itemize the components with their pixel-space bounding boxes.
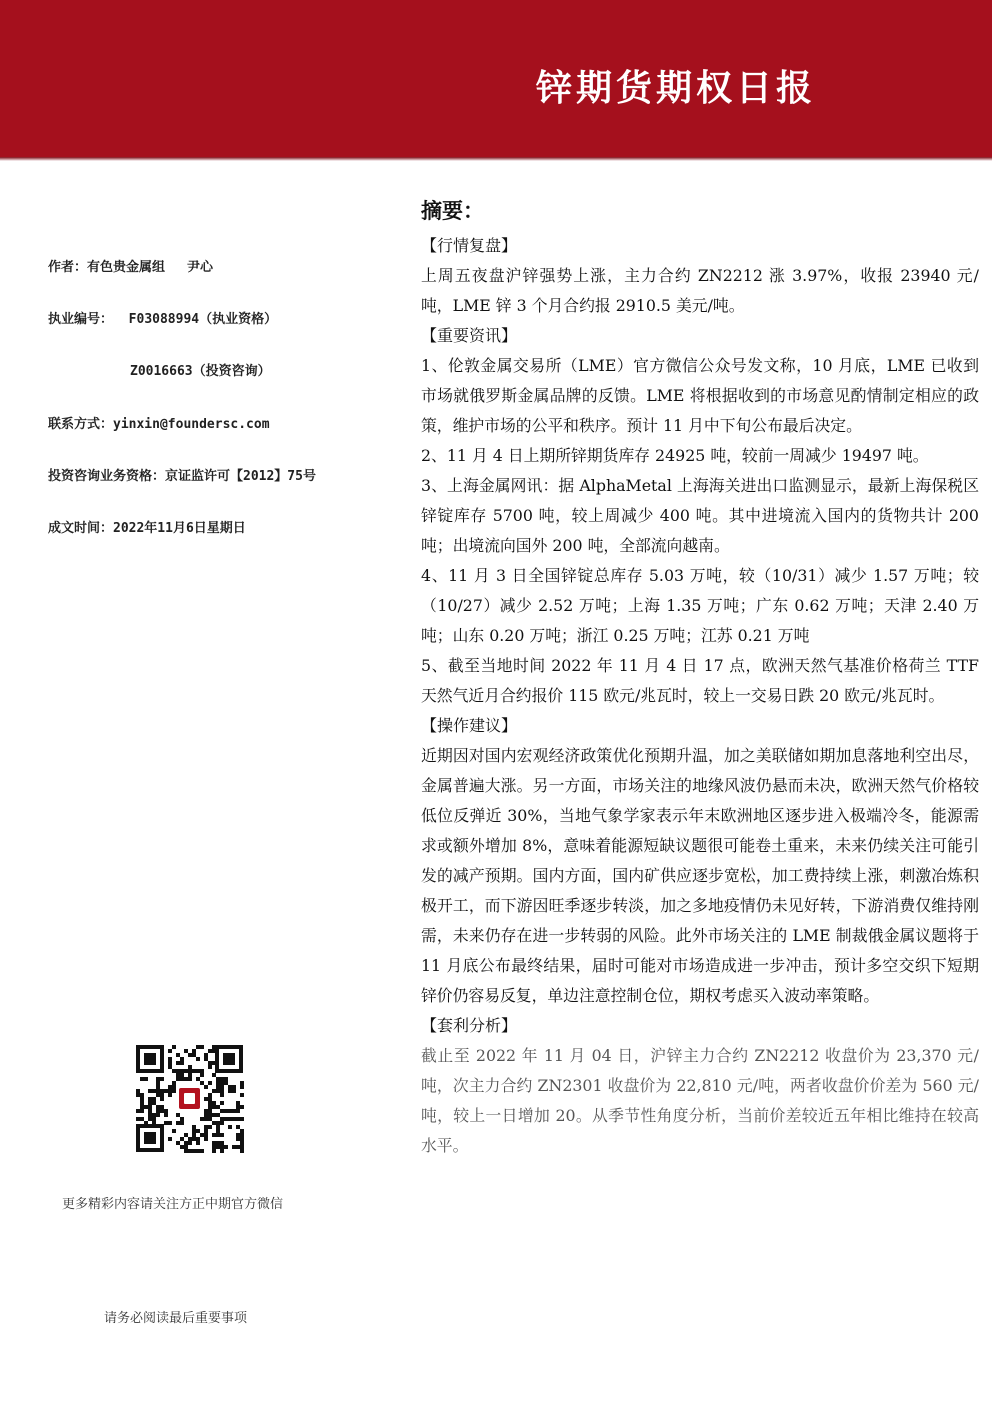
paragraph: 近期因对国内宏观经济政策优化预期升温，加之美联储如期加息落地利空出尽，金属普遍大涨。另一方面，市场关注的地缘风波仍悬而未决，欧洲天然气价格较低位反弹近 30%，当地气象学家表示年末欧洲地区逐步进入极端冷冬，能源需求或额外增加 8%，意味着能源短缺议题很可能卷土重来，未来仍续关注可能引发的减产预期。国内方面，国内矿供应逐步宽松，加工费持续上涨，刺激冶炼积极开工，而下游因旺季逐步转淡，加之多地疫情仍未见好转，下游消费仅维持刚需，未来仍存在进一步转弱的风险。此外市场关注的 LME 制裁俄金属议题将于 11 月底公布最终结果，届时可能对市场造成进一步冲击，预计多空交织下短期锌价仍容易反复，单边注意控制仓位，期权考虑买入波动率策略。 — [421, 746, 979, 1005]
qr-module — [152, 1101, 156, 1105]
qr-module — [216, 1085, 220, 1089]
qr-module — [136, 1109, 140, 1113]
qr-module — [172, 1129, 176, 1133]
qr-module — [152, 1121, 156, 1125]
qr-module — [228, 1109, 232, 1113]
qr-module — [156, 1109, 160, 1113]
qr-module — [180, 1061, 184, 1065]
qr-module — [180, 1069, 184, 1073]
summary-title: 摘要： — [421, 199, 484, 223]
qr-module — [164, 1121, 168, 1125]
qr-module — [144, 1121, 148, 1125]
qr-module — [212, 1061, 216, 1065]
qr-module — [208, 1065, 212, 1069]
qr-module — [232, 1109, 236, 1113]
qr-module — [168, 1085, 172, 1089]
qr-module — [240, 1133, 244, 1137]
qr-module — [240, 1149, 244, 1153]
section-market-review — [421, 231, 979, 321]
qr-module — [156, 1105, 160, 1109]
qr-module — [176, 1121, 180, 1125]
qr-module — [168, 1121, 172, 1125]
qr-module — [140, 1117, 144, 1121]
paragraph: 4、11 月 3 日全国锌锭总库存 5.03 万吨，较（10/31）减少 1.57 万吨；较（10/27）减少 2.52 万吨；上海 1.35 万吨；广东 0.62 万吨；天津 2.40 万吨；山东 0.20 万吨；浙江 0.25 万吨；江苏 0.21 万吨 — [421, 566, 979, 645]
qr-module — [164, 1109, 168, 1113]
qr-module — [208, 1093, 212, 1097]
qr-module — [136, 1089, 140, 1093]
qr-module — [180, 1117, 184, 1121]
section-key-news — [421, 321, 979, 711]
section-strategy — [421, 711, 979, 1011]
qr-module — [144, 1077, 148, 1081]
qr-module — [192, 1053, 196, 1057]
qr-module — [204, 1097, 208, 1101]
qr-module — [184, 1141, 188, 1145]
license-line-1 — [48, 310, 277, 330]
qr-module — [232, 1089, 236, 1093]
qr-module — [236, 1117, 240, 1121]
qr-module — [140, 1093, 144, 1097]
qr-module — [140, 1105, 144, 1109]
header-banner — [0, 0, 992, 157]
qr-module — [216, 1081, 220, 1085]
qr-module — [208, 1113, 212, 1117]
qr-module — [160, 1097, 164, 1101]
qr-module — [172, 1069, 176, 1073]
qr-module — [212, 1121, 216, 1125]
author-group: 作者：有色贵金属组 — [48, 260, 166, 275]
qr-module — [152, 1089, 156, 1093]
qr-module — [188, 1077, 192, 1081]
qr-module — [196, 1149, 200, 1153]
qr-module — [196, 1141, 200, 1145]
qr-module — [220, 1133, 224, 1137]
license-number-1: F03088994（执业资格） — [128, 312, 278, 327]
qr-module — [208, 1097, 212, 1101]
qr-module — [180, 1057, 184, 1061]
qr-module — [204, 1109, 208, 1113]
qr-module — [216, 1129, 220, 1133]
qr-module — [160, 1093, 164, 1097]
qr-module — [184, 1069, 188, 1073]
qr-module — [168, 1089, 172, 1093]
qr-module — [200, 1045, 204, 1049]
qr-module — [216, 1077, 220, 1081]
qr-module — [160, 1089, 164, 1093]
qr-module — [216, 1121, 220, 1125]
qr-module — [212, 1049, 216, 1053]
qr-module — [200, 1073, 204, 1077]
qr-module — [184, 1077, 188, 1081]
qr-module — [184, 1133, 188, 1137]
qr-module — [156, 1085, 160, 1089]
qr-module — [140, 1109, 144, 1113]
qr-module — [220, 1145, 224, 1149]
qr-module — [204, 1117, 208, 1121]
qr-module — [208, 1061, 212, 1065]
license-label: 执业编号： — [48, 312, 114, 327]
qr-module — [220, 1085, 224, 1089]
qr-module — [176, 1141, 180, 1145]
paragraph: 上周五夜盘沪锌强势上涨，主力合约 ZN2212 涨 3.97%，收报 23940 元/吨，LME 锌 3 个月合约报 2910.5 美元/吨。 — [421, 266, 979, 315]
qualification-line: 投资咨询业务资格：京证监许可【2012】75号 — [48, 469, 316, 484]
qr-module — [160, 1105, 164, 1109]
qr-module — [168, 1065, 172, 1069]
qr-module — [140, 1097, 144, 1101]
qr-code-graphic — [134, 1043, 245, 1154]
qr-module — [204, 1133, 208, 1137]
qr-module — [208, 1109, 212, 1113]
qr-module — [196, 1069, 200, 1073]
license-number-2: Z0016663（投资咨询） — [130, 364, 271, 379]
qr-module — [196, 1057, 200, 1061]
qr-module — [224, 1109, 228, 1113]
paragraph: 1、伦敦金属交易所（LME）官方微信公众号发文称，10 月底，LME 已收到市场就俄罗斯金属品牌的反馈。LME 将根据收到的市场意见酌情制定相应的政策，维护市场的公平和秩序。预计 11 月中下旬公布最后决定。 — [421, 356, 979, 435]
qr-module — [192, 1125, 196, 1129]
qr-module — [220, 1149, 224, 1153]
qr-module — [172, 1045, 176, 1049]
qr-module — [148, 1097, 152, 1101]
qr-module — [176, 1077, 180, 1081]
qr-module — [180, 1073, 184, 1077]
qr-module — [176, 1113, 180, 1117]
qr-module — [192, 1069, 196, 1073]
qr-module — [236, 1101, 240, 1105]
qr-module — [224, 1077, 228, 1081]
qr-module — [164, 1113, 168, 1117]
date-line: 成文时间：2022年11月6日星期日 — [48, 521, 246, 536]
qr-module — [224, 1117, 228, 1121]
qr-module — [236, 1105, 240, 1109]
qr-module — [156, 1089, 160, 1093]
qr-module — [216, 1133, 220, 1137]
qr-module — [220, 1117, 224, 1121]
qr-module — [204, 1137, 208, 1141]
qr-module — [168, 1093, 172, 1097]
qr-module — [136, 1117, 140, 1121]
qr-module — [216, 1089, 220, 1093]
qr-module — [220, 1077, 224, 1081]
qr-module — [148, 1117, 152, 1121]
qr-module — [148, 1089, 152, 1093]
section-heading: 【重要资讯】 — [421, 326, 518, 345]
section-heading: 【套利分析】 — [421, 1016, 518, 1035]
qr-module — [204, 1113, 208, 1117]
qr-module — [216, 1145, 220, 1149]
qr-module — [216, 1125, 220, 1129]
qr-module — [196, 1045, 200, 1049]
qr-module — [204, 1053, 208, 1057]
qr-module — [188, 1149, 192, 1153]
qr-module — [208, 1101, 212, 1105]
qr-module — [192, 1137, 196, 1141]
qr-module — [184, 1049, 188, 1053]
qr-module — [152, 1113, 156, 1117]
qr-module — [224, 1145, 228, 1149]
qr-module — [180, 1137, 184, 1141]
qr-module — [232, 1145, 236, 1149]
contact-line: 联系方式：yinxin@foundersc.com — [48, 417, 270, 432]
qr-module — [240, 1117, 244, 1121]
qr-module — [140, 1077, 144, 1081]
qr-module — [208, 1105, 212, 1109]
paragraph: 截止至 2022 年 11 月 04 日，沪锌主力合约 ZN2212 收盘价为 23,370 元/吨，次主力合约 ZN2301 收盘价为 22,810 元/吨，两者收盘价价差为 560 元/吨，较上一日增加 20。从季节性角度分析，当前价差较近五年相比维持在较高水平。 — [421, 1046, 979, 1155]
qr-module — [212, 1105, 216, 1109]
qr-module — [236, 1125, 240, 1129]
qr-module — [220, 1121, 224, 1125]
qr-module — [240, 1129, 244, 1133]
paragraph: 3、上海金属网讯：据 AlphaMetal 上海海关进出口监测显示，最新上海保税区锌锭库存 5700 吨，较上周减少 400 吨。其中进境流入国内的货物共计 200 吨；出境流向国外 200 吨，全部流向越南。 — [421, 476, 979, 555]
qr-module — [212, 1145, 216, 1149]
qr-module — [192, 1049, 196, 1053]
qr-module — [176, 1073, 180, 1077]
section-heading: 【行情复盘】 — [421, 236, 518, 255]
qr-module — [236, 1109, 240, 1113]
qr-module — [192, 1149, 196, 1153]
qr-module — [184, 1149, 188, 1153]
author-line — [48, 258, 213, 278]
report-title: 锌期货期权日报 — [535, 67, 816, 109]
qr-module — [212, 1073, 216, 1077]
qr-module — [160, 1077, 164, 1081]
qr-module — [188, 1137, 192, 1141]
section-arbitrage — [421, 1011, 979, 1161]
qr-module — [156, 1081, 160, 1085]
qr-module — [228, 1085, 232, 1089]
qr-module — [208, 1049, 212, 1053]
qr-module — [148, 1109, 152, 1113]
qr-module — [236, 1145, 240, 1149]
qr-module — [228, 1125, 232, 1129]
qr-module — [188, 1073, 192, 1077]
qr-module — [180, 1121, 184, 1125]
qr-module — [168, 1057, 172, 1061]
qr-module — [148, 1101, 152, 1105]
qr-module — [204, 1129, 208, 1133]
qr-module — [172, 1081, 176, 1085]
qr-module — [176, 1061, 180, 1065]
qr-module — [156, 1077, 160, 1081]
disclaimer-notice: 请务必阅读最后重要事项 — [104, 1311, 248, 1326]
author-name: 尹心 — [187, 260, 214, 275]
qr-module — [160, 1109, 164, 1113]
qr-module — [156, 1113, 160, 1117]
qr-module — [212, 1101, 216, 1105]
qr-module — [224, 1081, 228, 1085]
qr-module — [144, 1105, 148, 1109]
qr-module — [236, 1133, 240, 1137]
qr-module — [156, 1093, 160, 1097]
qr-module — [188, 1141, 192, 1145]
qr-module — [172, 1085, 176, 1089]
qr-module — [188, 1065, 192, 1069]
qr-module — [148, 1105, 152, 1109]
qr-module — [220, 1081, 224, 1085]
qr-module — [176, 1069, 180, 1073]
qr-module — [200, 1069, 204, 1073]
qr-module — [220, 1089, 224, 1093]
qr-module — [172, 1089, 176, 1093]
qr-module — [204, 1125, 208, 1129]
qr-module — [200, 1117, 204, 1121]
qr-module — [216, 1105, 220, 1109]
paragraph: 2、11 月 4 日上期所锌期货库存 24925 吨，较前一周减少 19497 吨。 — [421, 446, 929, 465]
qr-caption: 更多精彩内容请关注方正中期官方微信 — [62, 1197, 284, 1212]
paragraph: 5、截至当地时间 2022 年 11 月 4 日 17 点，欧洲天然气基准价格荷兰 TTF 天然气近月合约报价 115 欧元/兆瓦时，较上一交易日跌 20 欧元/兆瓦时。 — [421, 656, 979, 705]
qr-module — [220, 1141, 224, 1145]
qr-module — [240, 1137, 244, 1141]
qr-module — [180, 1145, 184, 1149]
qr-module — [220, 1093, 224, 1097]
qr-module — [200, 1133, 204, 1137]
qr-module — [212, 1089, 216, 1093]
qr-module — [180, 1077, 184, 1081]
qr-module — [232, 1117, 236, 1121]
qr-code — [134, 1043, 245, 1154]
qr-module — [136, 1093, 140, 1097]
qr-module — [188, 1069, 192, 1073]
qr-module — [212, 1149, 216, 1153]
qr-module — [236, 1137, 240, 1141]
qr-module — [204, 1085, 208, 1089]
qr-module — [240, 1093, 244, 1097]
qr-module — [220, 1101, 224, 1105]
main-content — [421, 194, 979, 1161]
qr-module — [196, 1077, 200, 1081]
qr-module — [176, 1053, 180, 1057]
qr-module — [188, 1053, 192, 1057]
qr-module — [232, 1085, 236, 1089]
section-heading: 【操作建议】 — [421, 716, 518, 735]
qr-module — [240, 1145, 244, 1149]
qr-module — [168, 1061, 172, 1065]
qr-module — [228, 1089, 232, 1093]
qr-module — [212, 1133, 216, 1137]
qr-module — [200, 1081, 204, 1085]
qr-module — [240, 1081, 244, 1085]
qr-module — [216, 1113, 220, 1117]
qr-module — [192, 1129, 196, 1133]
qr-module — [220, 1109, 224, 1113]
qr-module — [212, 1113, 216, 1117]
qr-module — [152, 1097, 156, 1101]
qr-module — [164, 1089, 168, 1093]
qr-module — [212, 1141, 216, 1145]
qr-module — [216, 1141, 220, 1145]
qr-module — [240, 1085, 244, 1089]
qr-module — [140, 1101, 144, 1105]
qr-module — [192, 1133, 196, 1137]
qr-module — [240, 1105, 244, 1109]
qr-module — [208, 1125, 212, 1129]
qr-module — [208, 1117, 212, 1121]
qr-module — [168, 1049, 172, 1053]
qr-module — [200, 1149, 204, 1153]
qr-module — [184, 1145, 188, 1149]
qr-module — [196, 1129, 200, 1133]
qr-module — [228, 1117, 232, 1121]
qr-module — [240, 1141, 244, 1145]
qr-module — [204, 1057, 208, 1061]
qr-module — [168, 1137, 172, 1141]
qr-module — [196, 1137, 200, 1141]
qr-module — [148, 1113, 152, 1117]
qr-module — [152, 1117, 156, 1121]
qr-module — [212, 1045, 216, 1049]
qr-module — [208, 1081, 212, 1085]
